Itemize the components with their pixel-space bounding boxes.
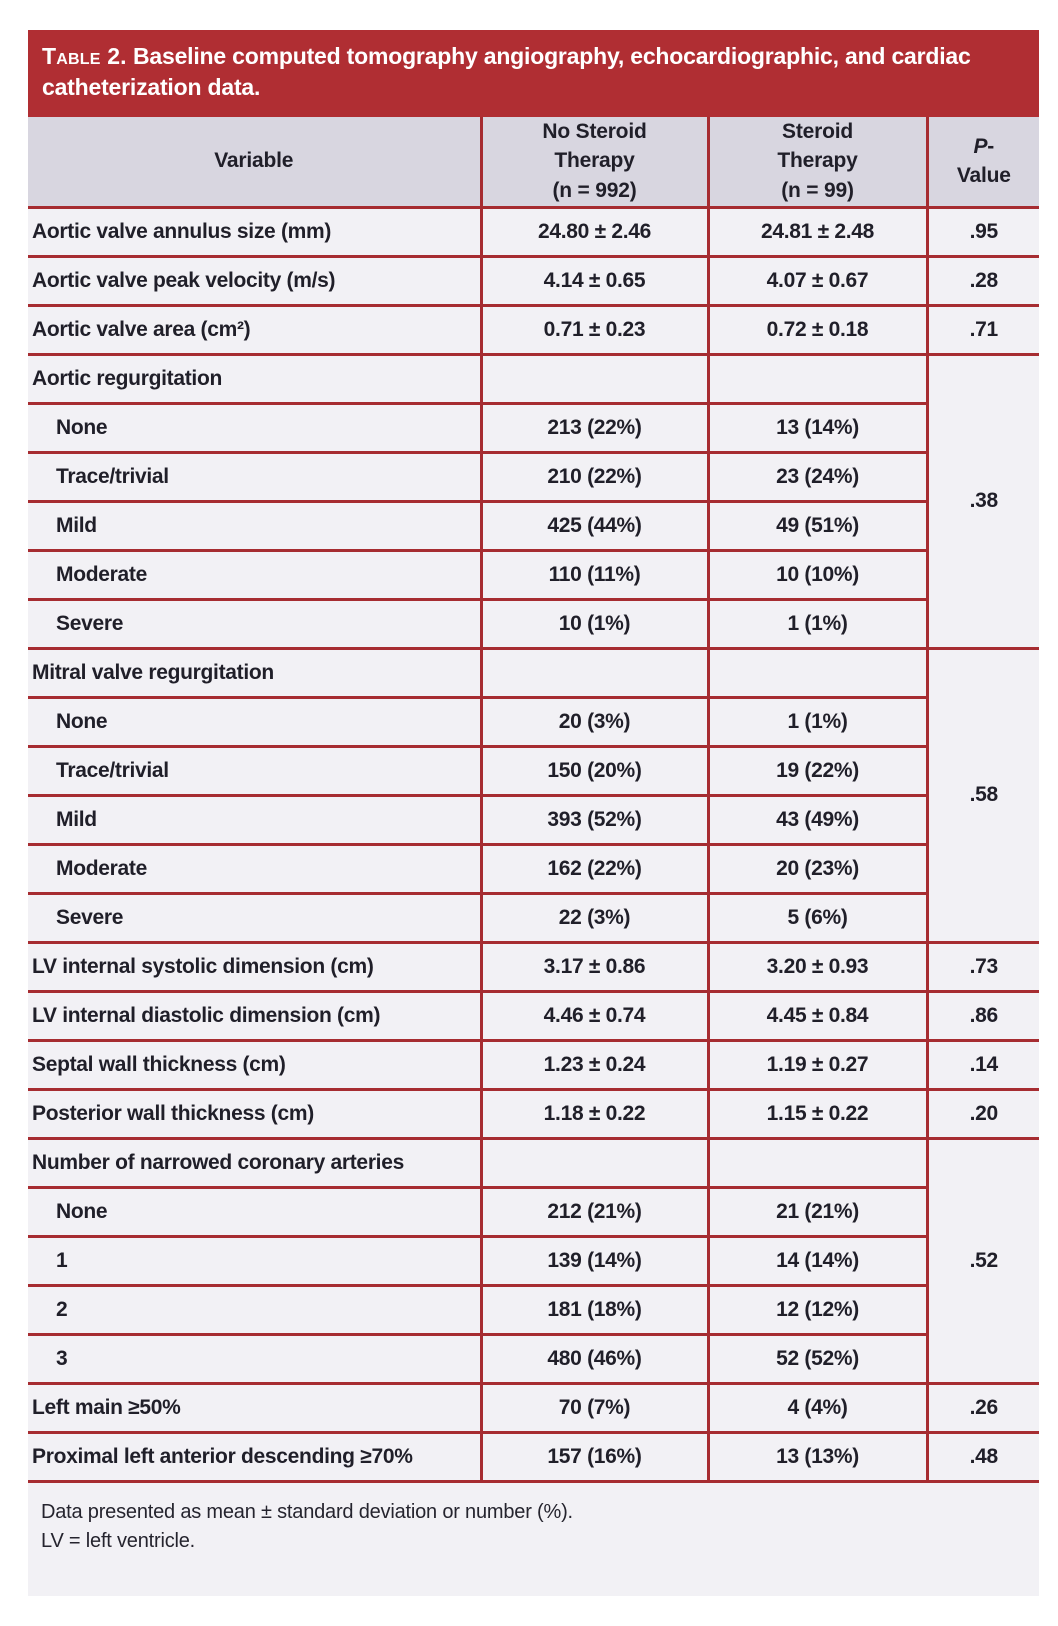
no-steroid-value-cell: 393 (52%) — [481, 795, 708, 844]
no-steroid-value-cell: 1.18 ± 0.22 — [481, 1089, 708, 1138]
table-row — [28, 1089, 1039, 1138]
table-title-text: Baseline computed tomography angiography, echocardiographic, and cardiac catheterization data. — [42, 43, 971, 101]
steroid-value-cell: 13 (14%) — [708, 403, 927, 452]
variable-cell: None — [28, 697, 481, 746]
steroid-value-cell: 4.45 ± 0.84 — [708, 991, 927, 1040]
variable-cell: Severe — [28, 599, 481, 648]
variable-cell: Aortic regurgitation — [28, 354, 481, 403]
paper-table-figure — [28, 30, 1039, 1596]
table-row — [28, 942, 1039, 991]
column-header-p-value: P- Value — [927, 117, 1039, 208]
variable-cell: Posterior wall thickness (cm) — [28, 1089, 481, 1138]
p-value-cell: .14 — [927, 1040, 1039, 1089]
no-steroid-value-cell: 139 (14%) — [481, 1236, 708, 1285]
no-steroid-value-cell: 4.14 ± 0.65 — [481, 256, 708, 305]
footnote-line: LV = left ventricle. — [41, 1529, 196, 1552]
no-steroid-value-cell: 3.17 ± 0.86 — [481, 942, 708, 991]
p-value-cell: .28 — [927, 256, 1039, 305]
table-row — [28, 501, 1039, 550]
table-row — [28, 1236, 1039, 1285]
table-row — [28, 991, 1039, 1040]
table-row — [28, 844, 1039, 893]
no-steroid-value-cell: 150 (20%) — [481, 746, 708, 795]
variable-cell: Mild — [28, 501, 481, 550]
column-header-row — [28, 117, 1039, 208]
table-title-band — [28, 30, 1039, 117]
table-row — [28, 305, 1039, 354]
variable-cell: None — [28, 403, 481, 452]
no-steroid-value-cell: 24.80 ± 2.46 — [481, 207, 708, 256]
data-table — [28, 117, 1039, 1483]
no-steroid-value-cell: 70 (7%) — [481, 1383, 708, 1432]
steroid-value-cell: 24.81 ± 2.48 — [708, 207, 927, 256]
variable-cell: Severe — [28, 893, 481, 942]
no-steroid-value-cell: 213 (22%) — [481, 403, 708, 452]
steroid-value-cell: 5 (6%) — [708, 893, 927, 942]
steroid-value-cell: 52 (52%) — [708, 1334, 927, 1383]
steroid-value-cell — [708, 354, 927, 403]
p-value-cell: .95 — [927, 207, 1039, 256]
variable-cell: Trace/trivial — [28, 452, 481, 501]
variable-cell: LV internal systolic dimension (cm) — [28, 942, 481, 991]
footnote-line: Data presented as mean ± standard deviation or number (%). — [41, 1500, 573, 1523]
table-row — [28, 599, 1039, 648]
column-header-variable: Variable — [28, 117, 481, 208]
no-steroid-value-cell: 110 (11%) — [481, 550, 708, 599]
variable-cell: Proximal left anterior descending ≥70% — [28, 1432, 481, 1481]
table-row — [28, 452, 1039, 501]
no-steroid-value-cell — [481, 354, 708, 403]
steroid-value-cell: 0.72 ± 0.18 — [708, 305, 927, 354]
steroid-value-cell — [708, 1138, 927, 1187]
steroid-value-cell: 20 (23%) — [708, 844, 927, 893]
steroid-value-cell: 1.15 ± 0.22 — [708, 1089, 927, 1138]
variable-cell: Trace/trivial — [28, 746, 481, 795]
no-steroid-value-cell: 1.23 ± 0.24 — [481, 1040, 708, 1089]
steroid-value-cell: 3.20 ± 0.93 — [708, 942, 927, 991]
p-value-cell: .58 — [927, 648, 1039, 942]
steroid-value-cell: 23 (24%) — [708, 452, 927, 501]
variable-cell: Moderate — [28, 844, 481, 893]
variable-cell: Mild — [28, 795, 481, 844]
p-value-cell: .73 — [927, 942, 1039, 991]
table-footnotes — [28, 1483, 1039, 1596]
table-row — [28, 207, 1039, 256]
steroid-value-cell: 4.07 ± 0.67 — [708, 256, 927, 305]
no-steroid-value-cell: 10 (1%) — [481, 599, 708, 648]
p-value-cell: .38 — [927, 354, 1039, 648]
p-value-cell: .86 — [927, 991, 1039, 1040]
p-value-cell: .71 — [927, 305, 1039, 354]
steroid-value-cell: 49 (51%) — [708, 501, 927, 550]
steroid-value-cell: 12 (12%) — [708, 1285, 927, 1334]
no-steroid-value-cell — [481, 1138, 708, 1187]
table-row — [28, 550, 1039, 599]
steroid-value-cell: 4 (4%) — [708, 1383, 927, 1432]
table-row — [28, 1432, 1039, 1481]
variable-cell: Aortic valve annulus size (mm) — [28, 207, 481, 256]
steroid-value-cell: 43 (49%) — [708, 795, 927, 844]
steroid-value-cell: 19 (22%) — [708, 746, 927, 795]
steroid-value-cell: 13 (13%) — [708, 1432, 927, 1481]
no-steroid-value-cell — [481, 648, 708, 697]
table-row — [28, 1040, 1039, 1089]
steroid-value-cell: 10 (10%) — [708, 550, 927, 599]
variable-cell: Mitral valve regurgitation — [28, 648, 481, 697]
no-steroid-value-cell: 22 (3%) — [481, 893, 708, 942]
p-value-cell: .26 — [927, 1383, 1039, 1432]
table-title-label: Table 2. — [42, 43, 127, 69]
table-row — [28, 795, 1039, 844]
no-steroid-value-cell: 425 (44%) — [481, 501, 708, 550]
table-row — [28, 697, 1039, 746]
steroid-value-cell — [708, 648, 927, 697]
column-header-no-steroid: No Steroid Therapy (n = 992) — [481, 117, 708, 208]
steroid-value-cell: 14 (14%) — [708, 1236, 927, 1285]
variable-cell: None — [28, 1187, 481, 1236]
variable-cell: 1 — [28, 1236, 481, 1285]
no-steroid-value-cell: 0.71 ± 0.23 — [481, 305, 708, 354]
no-steroid-value-cell: 212 (21%) — [481, 1187, 708, 1236]
variable-cell: Aortic valve peak velocity (m/s) — [28, 256, 481, 305]
no-steroid-value-cell: 210 (22%) — [481, 452, 708, 501]
table-row-group-header — [28, 648, 1039, 697]
variable-cell: 2 — [28, 1285, 481, 1334]
variable-cell: 3 — [28, 1334, 481, 1383]
no-steroid-value-cell: 480 (46%) — [481, 1334, 708, 1383]
table-row — [28, 256, 1039, 305]
variable-cell: Aortic valve area (cm²) — [28, 305, 481, 354]
table-row — [28, 1285, 1039, 1334]
no-steroid-value-cell: 181 (18%) — [481, 1285, 708, 1334]
steroid-value-cell: 1 (1%) — [708, 697, 927, 746]
variable-cell: Moderate — [28, 550, 481, 599]
variable-cell: Septal wall thickness (cm) — [28, 1040, 481, 1089]
variable-cell: Left main ≥50% — [28, 1383, 481, 1432]
column-header-steroid: Steroid Therapy (n = 99) — [708, 117, 927, 208]
no-steroid-value-cell: 162 (22%) — [481, 844, 708, 893]
table-row — [28, 1383, 1039, 1432]
table-row — [28, 403, 1039, 452]
steroid-value-cell: 1 (1%) — [708, 599, 927, 648]
steroid-value-cell: 21 (21%) — [708, 1187, 927, 1236]
steroid-value-cell: 1.19 ± 0.27 — [708, 1040, 927, 1089]
table-row — [28, 1334, 1039, 1383]
table-row-group-header — [28, 1138, 1039, 1187]
variable-cell: LV internal diastolic dimension (cm) — [28, 991, 481, 1040]
table-row — [28, 746, 1039, 795]
table-row-group-header — [28, 354, 1039, 403]
variable-cell: Number of narrowed coronary arteries — [28, 1138, 481, 1187]
table-row — [28, 893, 1039, 942]
no-steroid-value-cell: 20 (3%) — [481, 697, 708, 746]
p-value-cell: .20 — [927, 1089, 1039, 1138]
p-value-cell: .48 — [927, 1432, 1039, 1481]
no-steroid-value-cell: 4.46 ± 0.74 — [481, 991, 708, 1040]
p-value-cell: .52 — [927, 1138, 1039, 1383]
table-row — [28, 1187, 1039, 1236]
no-steroid-value-cell: 157 (16%) — [481, 1432, 708, 1481]
